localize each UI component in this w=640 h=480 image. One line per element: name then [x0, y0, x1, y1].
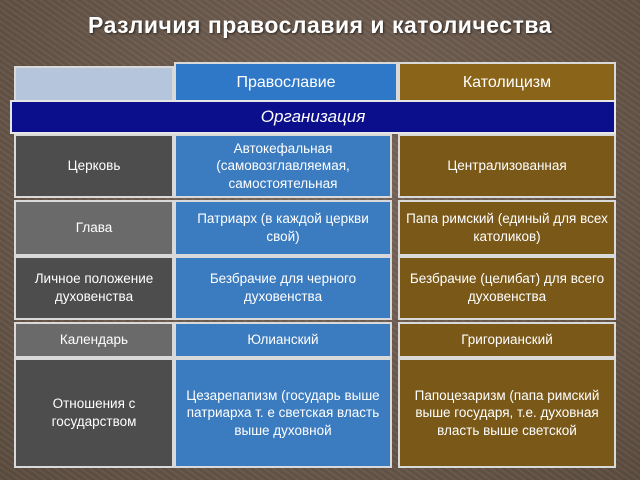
row-label-church: Церковь [14, 134, 174, 198]
page-title: Различия православия и католичества [88, 12, 552, 38]
catholicism-clergy-status: Безбрачие (целибат) для всего духовенства [398, 256, 616, 320]
header-corner-cell [14, 66, 174, 104]
row-label-clergy-status: Личное положение духовенства [14, 256, 174, 320]
orthodoxy-calendar: Юлианский [174, 322, 392, 358]
row-label-calendar: Календарь [14, 322, 174, 358]
header-orthodoxy: Православие [174, 62, 398, 104]
catholicism-church: Централизованная [398, 134, 616, 198]
catholicism-calendar: Григорианский [398, 322, 616, 358]
catholicism-head: Папа римский (единый для всех католиков) [398, 200, 616, 256]
orthodoxy-clergy-status: Безбрачие для черного духовенства [174, 256, 392, 320]
catholicism-state-relations: Папоцезаризм (папа римский выше государя, т.е. духовная власть выше светской [398, 358, 616, 468]
orthodoxy-church: Автокефальная (самовозглавляемая, самостоятельная [174, 134, 392, 198]
orthodoxy-state-relations: Цезарепапизм (государь выше патриарха т. е светская власть выше духовной [174, 358, 392, 468]
row-label-state-relations: Отношения с государством [14, 358, 174, 468]
header-catholicism: Католицизм [398, 62, 616, 104]
section-bar-organization: Организация [10, 100, 616, 134]
orthodoxy-head: Патриарх (в каждой церкви свой) [174, 200, 392, 256]
row-label-head: Глава [14, 200, 174, 256]
